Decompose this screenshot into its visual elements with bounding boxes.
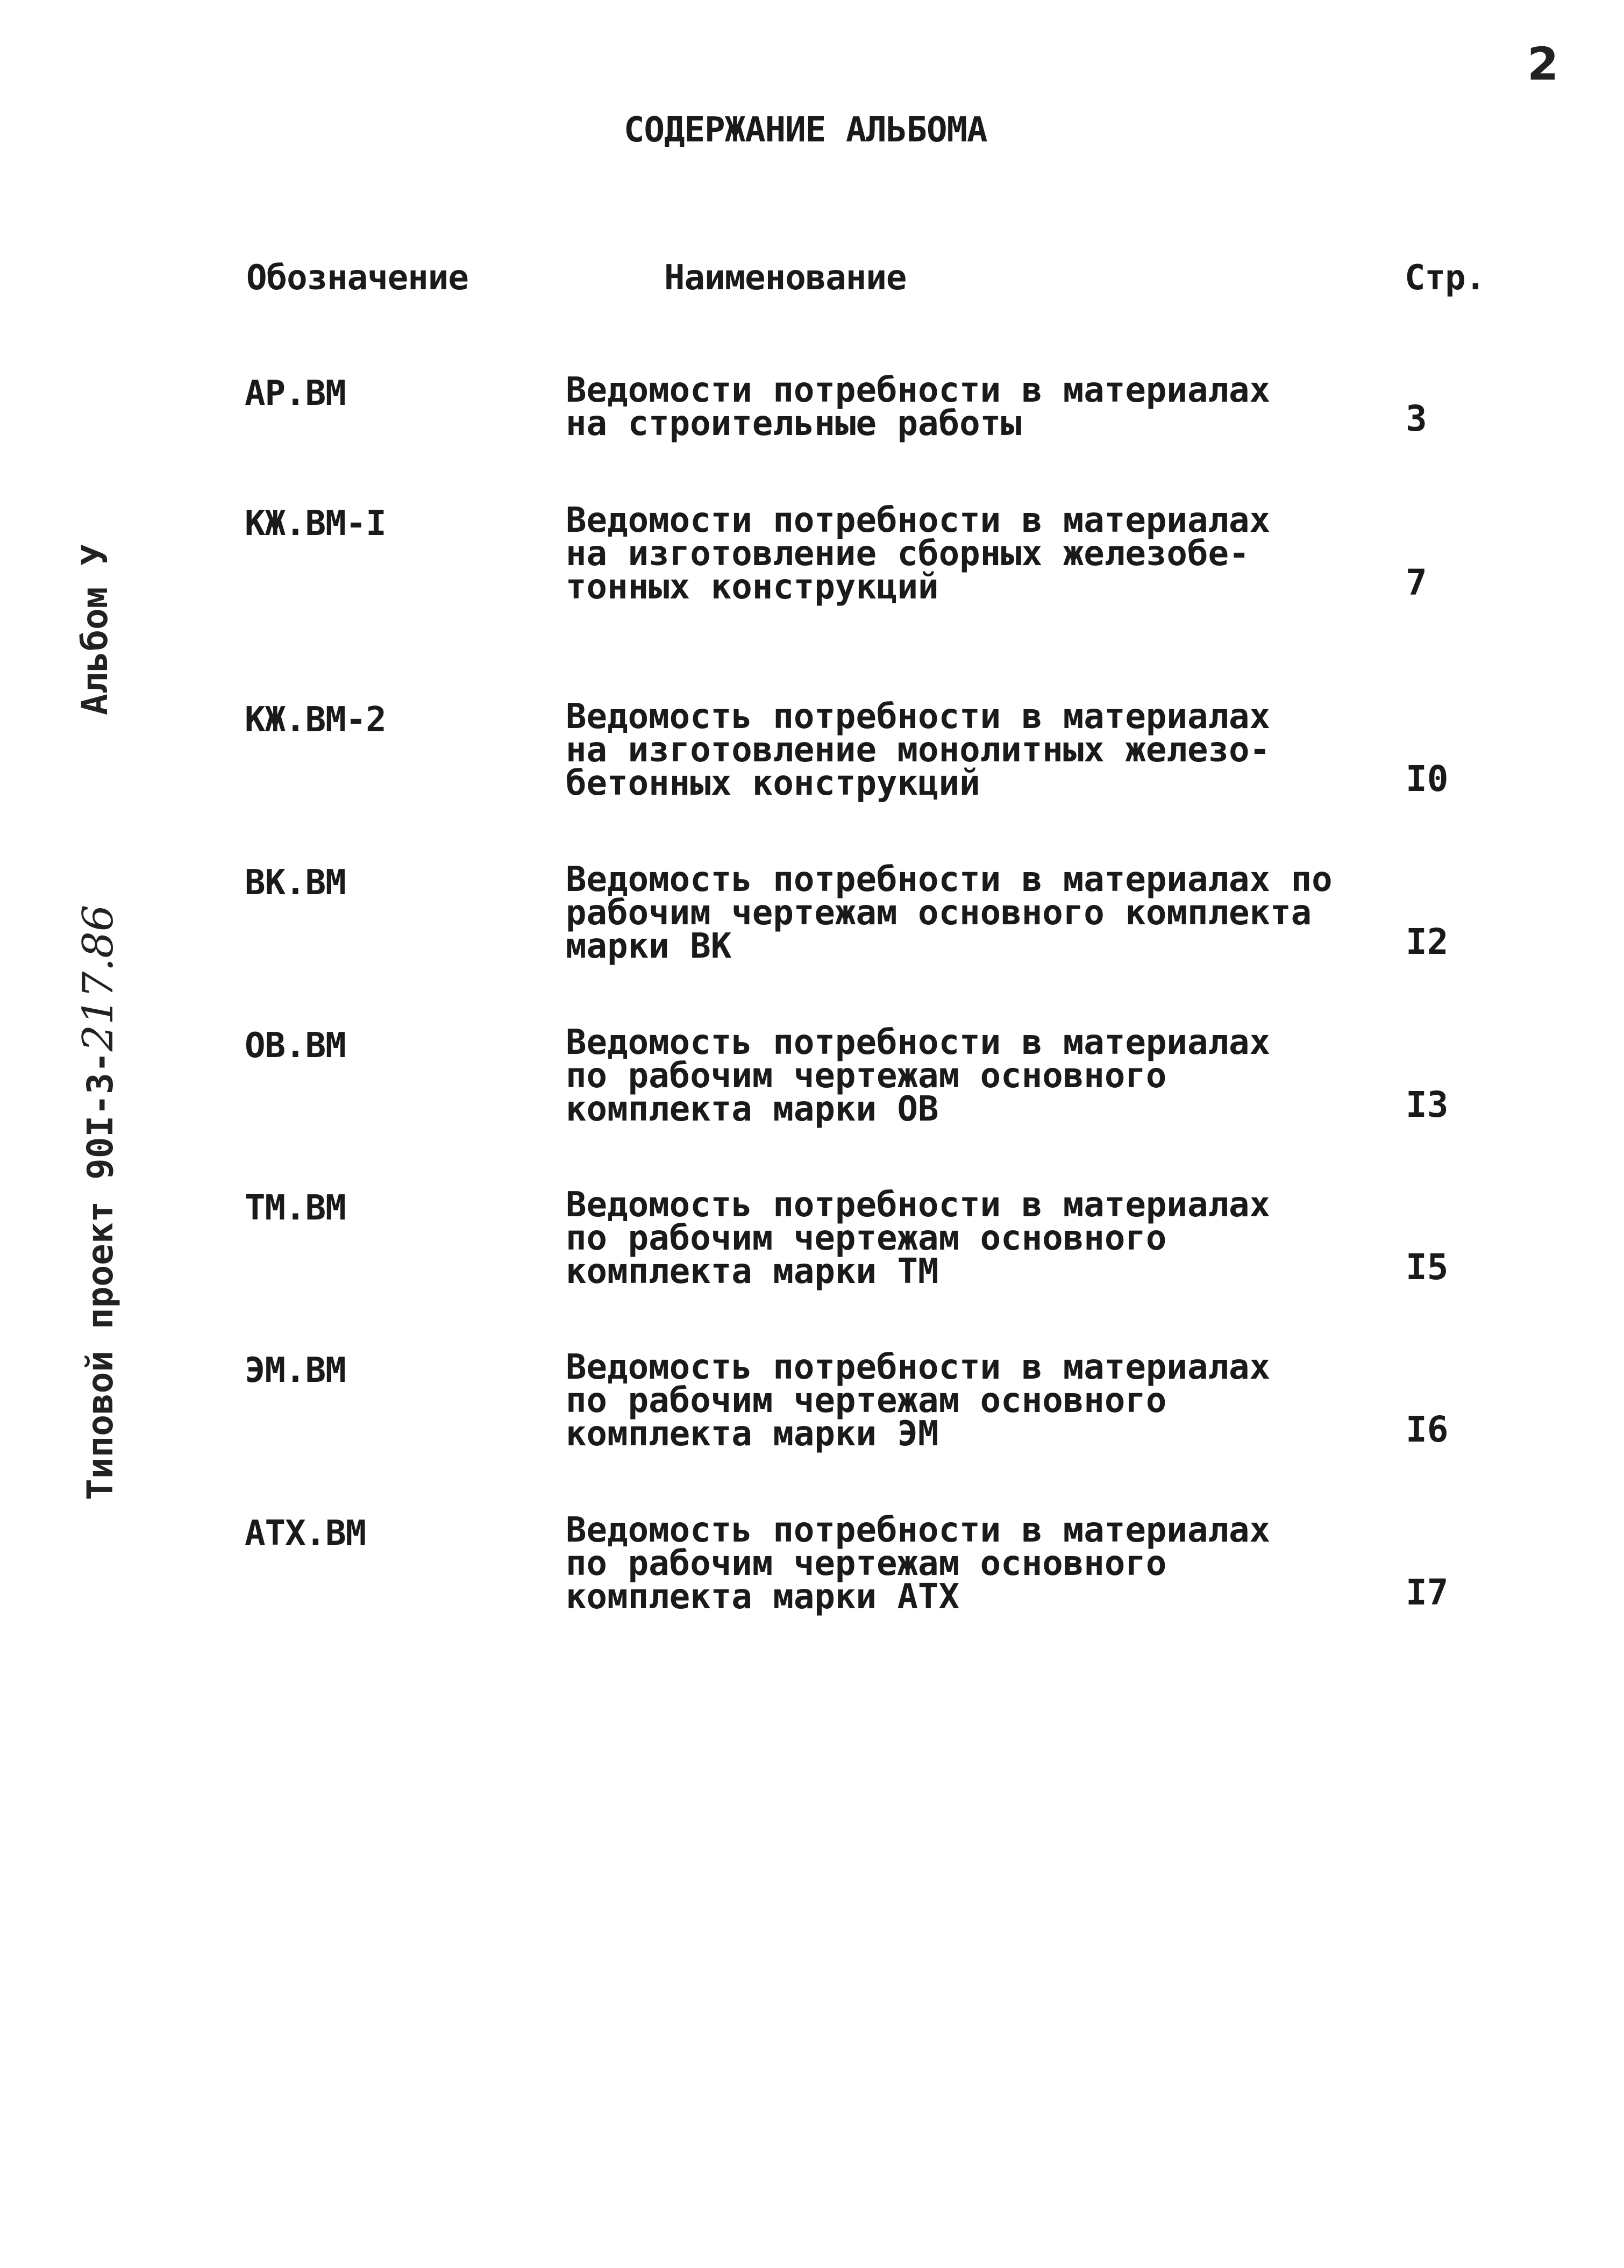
toc-name: Ведомость потребности в материалах по рабочим чертежам основного комплекта марки ВК xyxy=(566,860,1333,966)
toc-page: 3 xyxy=(1406,398,1427,439)
page-title: СОДЕРЖАНИЕ АЛЬБОМА xyxy=(624,110,987,150)
project-handwritten-number: 217.86 xyxy=(74,904,123,1052)
header-code: Обозначение xyxy=(246,258,468,298)
toc-code: КЖ.ВМ-I xyxy=(245,504,386,544)
toc-page: I0 xyxy=(1406,758,1449,800)
toc-page: I6 xyxy=(1406,1409,1449,1450)
side-project-label xyxy=(74,905,123,1500)
toc-code: ЭМ.ВМ xyxy=(245,1351,346,1390)
toc-code: КЖ.ВМ-2 xyxy=(245,700,386,740)
toc-code: ОВ.ВМ xyxy=(245,1026,346,1066)
toc-page: I5 xyxy=(1406,1246,1449,1288)
toc-code: АТХ.ВМ xyxy=(245,1514,366,1553)
toc-name: Ведомость потребности в материалах по рабочим чертежам основного комплекта марки АТХ xyxy=(566,1510,1271,1617)
project-prefix: Типовой проект 90I-3- xyxy=(80,1051,121,1500)
toc-code: ТМ.ВМ xyxy=(245,1188,346,1228)
toc-name: Ведомость потребности в материалах по рабочим чертежам основного комплекта марки ЭМ xyxy=(566,1347,1271,1454)
toc-page: I2 xyxy=(1406,921,1449,962)
toc-code: АР.ВМ xyxy=(245,374,346,413)
header-name: Наименование xyxy=(664,258,907,298)
toc-page: I7 xyxy=(1406,1572,1449,1613)
toc-page: I3 xyxy=(1406,1084,1449,1125)
toc-code: ВК.ВМ xyxy=(245,863,346,903)
toc-name: Ведомость потребности в материалах по рабочим чертежам основного комплекта марки ОВ xyxy=(566,1023,1271,1129)
toc-name: Ведомость потребности в материалах по рабочим чертежам основного комплекта марки ТМ xyxy=(566,1185,1271,1292)
page-number: 2 xyxy=(1527,38,1559,90)
toc-name: Ведомости потребности в материалах на изготовление сборных железобе- тонных конструкций xyxy=(566,501,1271,607)
toc-name: Ведомость потребности в материалах на изготовление монолитных железо- бетонных конструкций xyxy=(566,697,1271,803)
side-album-label: Альбом У xyxy=(74,544,116,715)
toc-page: 7 xyxy=(1406,562,1427,603)
toc-name: Ведомости потребности в материалах на строительные работы xyxy=(566,370,1271,444)
header-page: Стр. xyxy=(1405,258,1486,298)
